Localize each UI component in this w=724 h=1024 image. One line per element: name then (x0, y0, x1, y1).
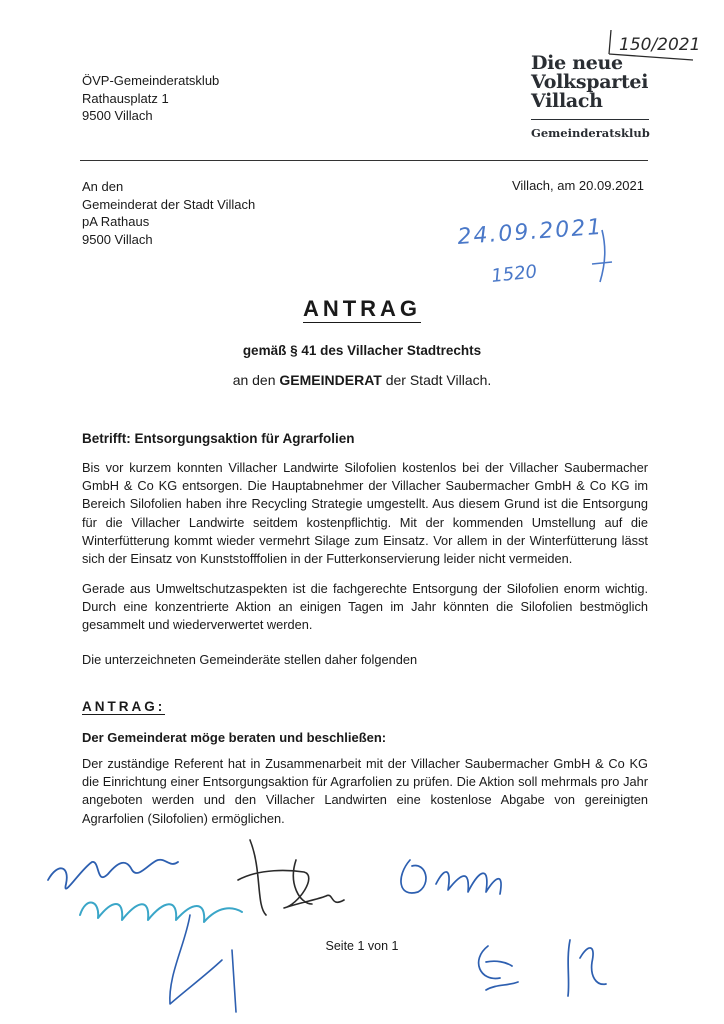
subject-line: Betrifft: Entsorgungsaktion für Agrarfolien (82, 431, 355, 446)
recipient-line: An den (82, 179, 124, 194)
logo-line: Volkspartei (531, 71, 649, 93)
logo-line: Die neue (531, 52, 623, 74)
receipt-stamp (457, 215, 612, 287)
sender-line: ÖVP-Gemeinderatsklub (82, 73, 220, 88)
file-number-stamp (609, 30, 700, 60)
body-paragraph: Gerade aus Umweltschutzaspekten ist die fachgerechte Entsorgung der Silofolien enorm wichtig. Durch eine konzentrierte Aktion an einigen Tagen im Jahr könnten die Silofolien bestmöglich gesammelt und wiederverwertet werden. (82, 581, 648, 633)
sender-line: Rathausplatz 1 (82, 90, 169, 106)
addressee-prefix: an den (232, 372, 280, 388)
letter-date: Villach, am 20.09.2021 (511, 178, 644, 193)
motion-text: Der zuständige Referent hat in Zusammenarbeit mit der Villacher Saubermacher GmbH & Co KG die Einrichtung einer Entsorgungsaktion für Agrarfolien zu prüfen. Die Aktion soll mehrmals pro Jahr angeboten werden und den Villacher Landwirten eine kostenlose Abgabe von gereinigten Agrarfolien (Silofolien) ermöglichen. (82, 756, 648, 826)
logo-club: Gemeinderatsklub (531, 119, 649, 140)
title-text: ANTRAG (302, 296, 422, 321)
receipt-date: 24.09.2021 (456, 214, 605, 250)
recipient-line: pA Rathaus (82, 214, 150, 229)
body-paragraph: Bis vor kurzem konnten Villacher Landwirte Silofolien kostenlos bei der Villacher Saubermacher GmbH & Co KG entsorgen. Die Hauptabnehmer der Villacher Saubermacher GmbH & Co KG im Bereich Silofolien haben ihre Recycling Strategie umgestellt. Aus diesem Grund ist die Entsorgung für die Villacher Landwirte seitdem kostenpflichtig. Mit der kommenden Umstellung auf die Winterfütterung kommt wieder vermehrt Silage zum Einsatz. Vor allem in der Winterfütterung lässt sich der Einsatz von Kunststofffolien in der Futterkonservierung leider nicht vermeiden. (82, 460, 648, 567)
motion-heading: Der Gemeinderat möge beraten und beschließen: (82, 730, 387, 745)
document-subtitle: gemäß § 41 des Villacher Stadtrechts (242, 343, 482, 358)
file-number-text: 150/2021 (619, 35, 701, 55)
recipient-line: Gemeinderat der Stadt Villach (82, 196, 256, 212)
signature-6 (479, 940, 606, 996)
receipt-time: 1520 (490, 261, 539, 287)
recipient-line: 9500 Villach (82, 231, 153, 247)
page-footer: Seite 1 von 1 (325, 939, 399, 953)
addressee-bold: GEMEINDERAT (279, 372, 382, 388)
signature-5 (170, 915, 236, 1012)
antrag-heading-text: ANTRAG: (82, 699, 166, 714)
logo-line: Villach (531, 90, 603, 112)
signature-3 (238, 840, 344, 915)
body-paragraph: Die unterzeichneten Gemeinderäte stellen daher folgenden (82, 652, 418, 667)
sender-line: 9500 Villach (82, 108, 153, 123)
signature-1 (48, 860, 178, 889)
signature-2 (80, 903, 242, 922)
addressee-suffix: der Stadt Villach. (381, 372, 492, 388)
signature-4 (401, 860, 501, 894)
